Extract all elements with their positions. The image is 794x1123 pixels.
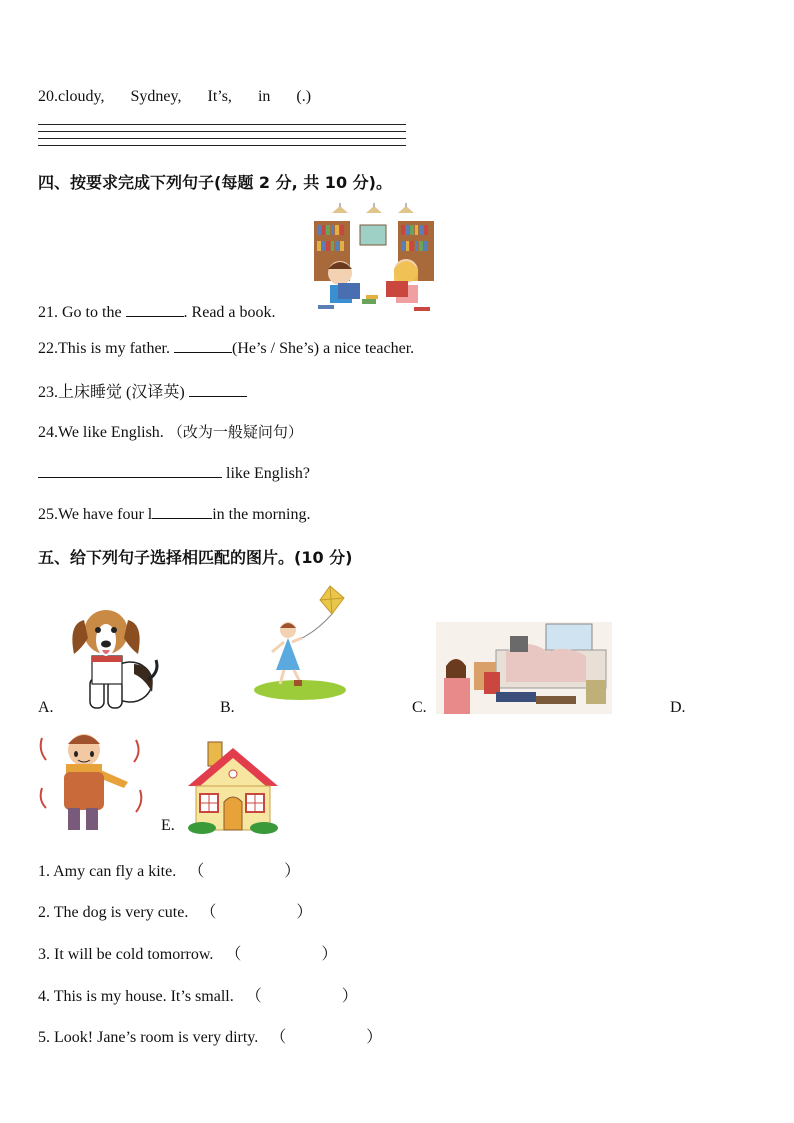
section-4-title: 四、按要求完成下列句子(每题 2 分, 共 10 分)。 <box>38 173 392 192</box>
question-21 <box>38 302 276 322</box>
match-1-paren-open: （ <box>188 863 205 880</box>
q21-number: 21 <box>38 304 54 321</box>
q25-number: 25. <box>38 506 58 523</box>
match-item-1 <box>38 858 300 881</box>
match-4-paren-open: （ <box>245 988 262 1005</box>
match-item-2 <box>38 899 312 922</box>
match-1-paren-close: ） <box>284 863 301 880</box>
q21-text-a: . Go to the <box>54 304 122 321</box>
cold-man-icon <box>36 728 146 834</box>
option-d-label: D. <box>670 699 686 716</box>
q20-word-5: (.) <box>296 88 312 105</box>
q20-writing-lines[interactable] <box>38 124 406 150</box>
option-e-label: E. <box>161 817 175 834</box>
match-item-3 <box>38 941 337 964</box>
question-25 <box>38 504 310 524</box>
messy-room-icon <box>436 622 612 714</box>
q20-word-1: cloudy, <box>58 88 105 105</box>
match-2-text: 2. The dog is very cute. <box>38 904 189 921</box>
q20-word-3: It’s, <box>207 88 232 105</box>
q20-word-2: Sydney, <box>130 88 182 105</box>
match-1-text: 1. Amy can fly a kite. <box>38 863 177 880</box>
dog-icon <box>64 598 160 712</box>
q22-text-a: This is my father. <box>58 340 170 357</box>
q23-answer-blank[interactable] <box>189 382 247 397</box>
library-reading-icon <box>310 203 438 317</box>
q20-number: 20. <box>38 88 58 105</box>
girl-flying-kite-icon <box>252 584 348 706</box>
question-24 <box>38 421 303 442</box>
match-2-paren-close: ） <box>296 904 313 921</box>
match-item-4 <box>38 983 358 1006</box>
question-20 <box>38 88 333 106</box>
q25-text-b: in the morning. <box>212 506 311 523</box>
q23-text: 上床睡觉 (汉译英) <box>58 384 185 401</box>
q24-answer-blank[interactable] <box>38 463 222 478</box>
question-22 <box>38 338 414 358</box>
match-item-5 <box>38 1024 382 1047</box>
q20-word-4: in <box>257 88 271 105</box>
q25-answer-blank[interactable] <box>152 504 212 519</box>
q21-answer-blank[interactable] <box>126 302 184 317</box>
q24-number: 24. <box>38 424 58 441</box>
q25-text-a: We have four l <box>58 506 153 523</box>
q23-number: 23. <box>38 384 58 401</box>
match-3-text: 3. It will be cold tomorrow. <box>38 946 214 963</box>
q24-answer-line <box>38 463 310 483</box>
q21-text-b: . Read a book. <box>183 304 276 321</box>
question-23 <box>38 379 247 402</box>
match-3-paren-close: ） <box>321 946 338 963</box>
match-4-text: 4. This is my house. It’s small. <box>38 988 234 1005</box>
match-2-paren-open: （ <box>200 904 217 921</box>
q24-text: We like English. <box>58 424 164 441</box>
match-5-paren-close: ） <box>366 1029 383 1046</box>
option-b-label: B. <box>220 699 235 716</box>
q22-number: 22. <box>38 340 58 357</box>
match-4-paren-close: ） <box>341 988 358 1005</box>
match-5-text: 5. Look! Jane’s room is very dirty. <box>38 1029 259 1046</box>
option-c-label: C. <box>412 699 427 716</box>
house-icon <box>186 738 280 834</box>
section-5-title: 五、给下列句子选择相匹配的图片。(10 分) <box>38 548 353 567</box>
option-a-label: A. <box>38 699 54 716</box>
q24-hint: （改为一般疑问句） <box>167 423 303 441</box>
q22-answer-blank[interactable] <box>174 338 232 353</box>
q24-answer-tail: like English? <box>226 465 310 482</box>
match-3-paren-open: （ <box>225 946 242 963</box>
q22-text-b: (He’s / She’s) a nice teacher. <box>231 340 415 357</box>
match-5-paren-open: （ <box>270 1029 287 1046</box>
